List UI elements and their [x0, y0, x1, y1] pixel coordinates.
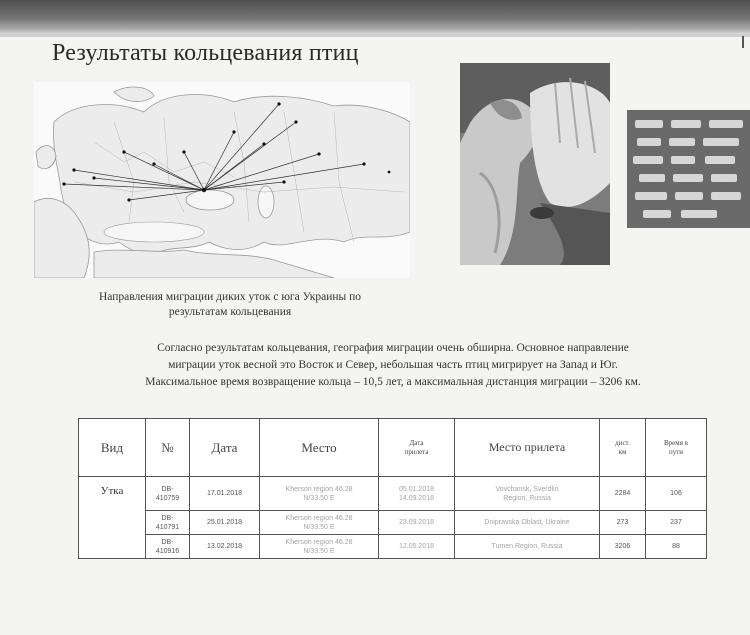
map-caption-line: Направления миграции диких уток с юга Украины по	[98, 291, 362, 303]
header-distance-line: км	[618, 447, 627, 456]
ring-id-line: 410791	[155, 523, 180, 531]
ring-id-line: 410916	[155, 547, 180, 555]
distance-cell: 273	[600, 511, 646, 535]
date-cell: 17.01.2018	[190, 477, 260, 511]
paragraph-line: Согласно результатам кольцевания, география миграции очень обширна. Основное направление	[157, 342, 629, 354]
place-cell	[260, 477, 379, 511]
header-distance-line: дист.	[615, 438, 630, 447]
paragraph-line: Максимальное время возвращение кольца – 10,5 лет, а максимальная дистанция миграции – 3206 км.	[145, 376, 641, 388]
results-paragraph	[40, 340, 746, 391]
ring-id-line: DB-	[161, 514, 174, 522]
ring-id-cell	[146, 477, 190, 511]
map-caption-line: результатам кольцевания	[168, 306, 292, 318]
ringing-results-table	[78, 418, 707, 559]
arrival-date-cell: 12.05.2018	[379, 535, 455, 559]
arrival-date-line: 14.09.2018	[398, 494, 435, 502]
header-arrival-date-line: прилета	[404, 447, 429, 456]
arrival-place-cell: Dnipravska Oblast, Ukraine	[455, 511, 600, 535]
header-arrival-date-line: Дата	[409, 438, 424, 447]
header-date: Дата	[190, 419, 260, 477]
distance-cell: 2284	[600, 477, 646, 511]
place-line: N/33.50 E	[303, 494, 335, 502]
edge-mark	[742, 36, 750, 48]
ring-id-cell	[146, 535, 190, 559]
header-time-line: Время в	[664, 438, 688, 447]
distance-cell: 3206	[600, 535, 646, 559]
table-row	[79, 511, 707, 535]
species-cell: Утка	[79, 477, 146, 559]
place-cell	[260, 511, 379, 535]
migration-map	[34, 82, 410, 278]
slide-header-bar	[0, 0, 750, 34]
place-line: N/33.50 E	[303, 523, 335, 531]
slide-title: Результаты кольцевания птиц	[52, 40, 359, 66]
header-arrival-date	[379, 419, 455, 477]
header-time-line: пути	[668, 447, 684, 456]
header-travel-time	[646, 419, 707, 477]
ring-id-cell	[146, 511, 190, 535]
date-cell: 25.01.2018	[190, 511, 260, 535]
arrival-date-line: 05.01.2018	[398, 485, 435, 493]
bird-rings-photo	[627, 110, 750, 228]
arrival-date-cell: 23.09.2018	[379, 511, 455, 535]
arrival-place-cell: Tumen Region, Russia	[455, 535, 600, 559]
place-cell	[260, 535, 379, 559]
header-number: №	[146, 419, 190, 477]
travel-time-cell: 88	[646, 535, 707, 559]
travel-time-cell: 106	[646, 477, 707, 511]
ring-id-line: 410759	[155, 494, 180, 502]
place-line: Kherson region 46.28	[285, 485, 353, 493]
table-row	[79, 535, 707, 559]
place-line: N/33.50 E	[303, 547, 335, 555]
header-distance	[600, 419, 646, 477]
arrival-date-cell	[379, 477, 455, 511]
arrival-place-line: Region, Russia	[503, 494, 551, 502]
table-header-row	[79, 419, 707, 477]
header-place: Место	[260, 419, 379, 477]
table-row	[79, 477, 707, 511]
ring-id-line: DB-	[161, 538, 174, 546]
map-caption	[30, 290, 430, 320]
duck-ringing-photo	[460, 63, 610, 265]
place-line: Kherson region 46.28	[285, 538, 353, 546]
arrival-place-line: Vovchansk, Sverdlin	[495, 485, 559, 493]
travel-time-cell: 237	[646, 511, 707, 535]
date-cell: 13.02.2018	[190, 535, 260, 559]
header-species: Вид	[79, 419, 146, 477]
migration-map-graphic	[34, 82, 410, 278]
place-line: Kherson region 46.28	[285, 514, 353, 522]
arrival-place-cell	[455, 477, 600, 511]
header-arrival-place: Место прилета	[455, 419, 600, 477]
paragraph-line: миграции уток весной это Восток и Север, небольшая часть птиц мигрирует на Запад и Юг.	[168, 359, 618, 371]
ring-id-line: DB-	[161, 485, 174, 493]
